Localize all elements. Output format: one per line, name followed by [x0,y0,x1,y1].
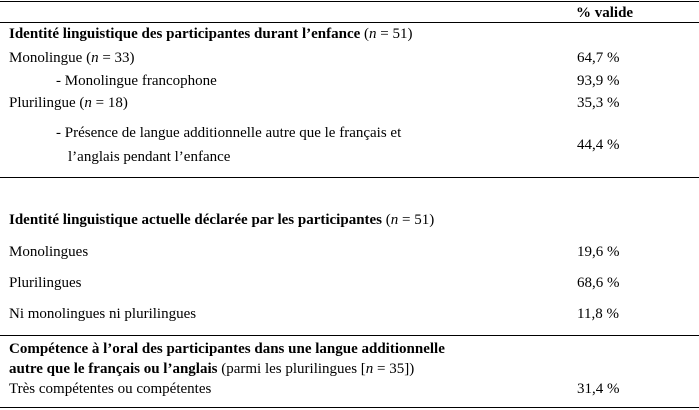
section1-title-text: Identité linguistique des participantes durant l’enfance [9,26,361,42]
section1-bottom-rule [0,177,699,178]
section3-title-line2-rest: (parmi les plurilingues [ [217,361,366,377]
row-monolingue-label [9,49,135,67]
table-top-rule [0,1,699,2]
header-rule [0,22,699,23]
row-ni-mono-ni-pluri-value: 11,8 % [577,306,619,322]
section2-title-n-open: ( [382,212,391,228]
row-label-text: Monolingue ( [9,50,92,66]
row-monolingue-francophone-label: - Monolingue francophone [56,73,217,89]
row-tres-competentes-label: Très compétentes ou compétentes [9,381,212,397]
row-langue-additionnelle-label-line2: l’anglais pendant l’enfance [68,149,231,165]
row-n-var: n [84,95,92,111]
row-plurilingues-label: Plurilingues [9,275,82,291]
section3-title-n-var: n [365,361,374,377]
row-plurilingues-value: 68,6 % [577,275,620,291]
section3-title-n-rest: = 35]) [373,361,415,377]
section1-title-n-rest: = 51) [376,26,413,42]
row-n-var: n [91,50,99,66]
row-monolingues-value: 19,6 % [577,244,620,260]
table-bottom-rule [0,407,699,408]
row-n-rest: = 18) [91,95,128,111]
row-ni-mono-ni-pluri-label: Ni monolingues ni plurilingues [9,306,197,322]
row-monolingues-label: Monolingues [9,244,89,260]
row-monolingue-francophone-value: 93,9 % [577,73,620,89]
section2-title-n-var: n [390,212,399,228]
row-label-text: Plurilingue ( [9,95,85,111]
section1-title-n-var: n [369,26,377,42]
section2-title-text: Identité linguistique actuelle déclarée par les participantes [9,212,383,228]
section2-title [9,211,434,229]
row-plurilingue-value: 35,3 % [577,95,620,111]
row-langue-additionnelle-label-line1: - Présence de langue additionnelle autre que le français et [56,125,402,141]
section3-title-line2 [9,360,414,378]
row-tres-competentes-value: 31,4 % [577,381,620,397]
section1-title [9,25,413,43]
row-n-rest: = 33) [98,50,135,66]
row-langue-additionnelle-value: 44,4 % [577,137,620,153]
section1-title-n-open: ( [360,26,370,42]
section2-bottom-rule [0,335,699,336]
section3-title-line1: Compétence à l’oral des participantes dans une langue additionnelle [9,341,445,357]
column-header-valid-percent: % valide [576,5,634,21]
section3-title-line2-bold: autre que le français ou l’anglais [9,361,218,377]
row-monolingue-value: 64,7 % [577,50,620,66]
row-plurilingue-label [9,94,128,112]
section2-title-n-rest: = 51) [398,212,435,228]
